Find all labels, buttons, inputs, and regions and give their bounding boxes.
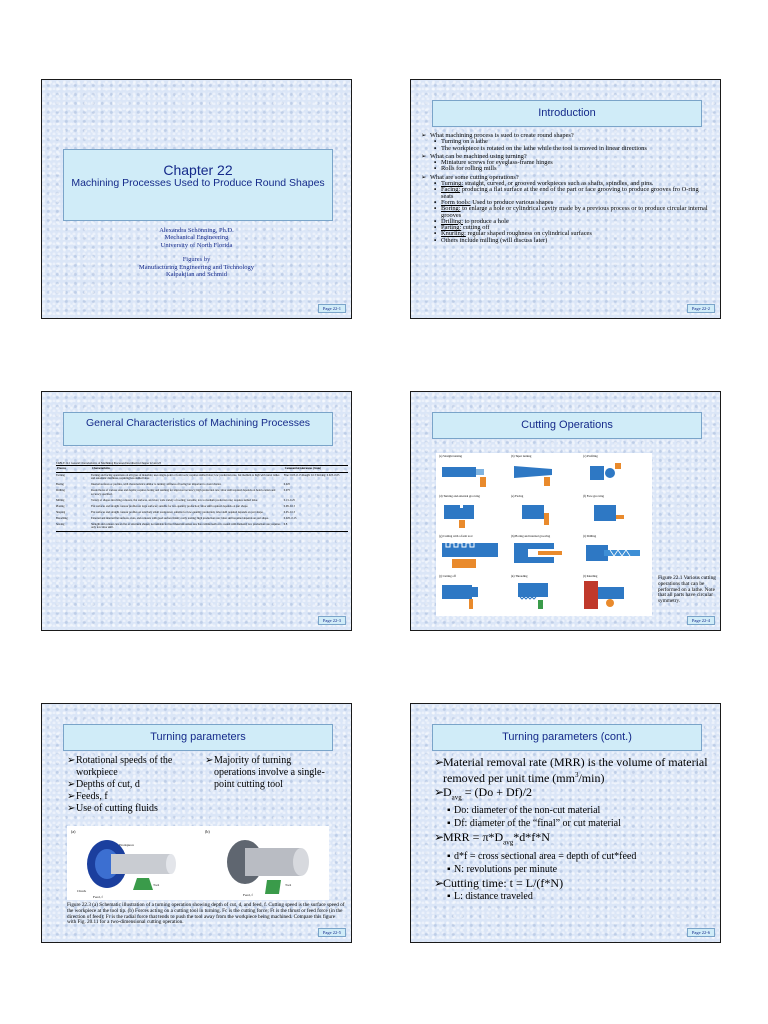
bullet: ➢ $D_{avg} = (Do + Df)/2$	[434, 786, 716, 804]
column-header: Process	[56, 466, 91, 472]
sub-bullet: ▪ N: revolutions per minute	[446, 863, 716, 876]
page-number: Page 22-5	[318, 928, 346, 937]
svg-text:Feed, f: Feed, f	[93, 895, 103, 899]
page-number: Page 22-6	[687, 928, 715, 937]
bullet: ➢ Rotational speeds of the workpiece	[67, 755, 199, 779]
chapter-subtitle: Machining Processes Used to Produce Round Shapes	[71, 177, 325, 189]
figure-panel: (l) Knurling	[580, 573, 652, 613]
sub-bullet: ▪ Turning: straight, curved, or grooved workpieces such as shafts, spindles, and pins.	[433, 181, 711, 187]
column-header: Commercial tolerances (±mm)	[284, 466, 348, 472]
figure-panel: (g) Cutting with a form tool	[436, 533, 508, 573]
title-box	[63, 149, 333, 221]
sub-bullet: ▪ Turning on a lathe	[433, 139, 711, 145]
bullet-list-left	[67, 755, 199, 815]
bullet: ➢ Material removal rate (MRR) is the volume of material removed per unit time $(mm^3/\min)$	[434, 756, 716, 785]
svg-text:(b): (b)	[205, 829, 210, 834]
knurling-illustration	[580, 573, 652, 613]
sub-bullet: ▪ Miniature screws for eyeglass-frame hinges	[433, 160, 711, 166]
sub-bullet: ▪ Knurling: regular shaped roughness on cylindrical surfaces	[433, 231, 711, 237]
figure-panel: (h) Boring and internal grooving	[508, 533, 580, 573]
figure-panel: (f) Face grooving	[580, 493, 652, 533]
figure-panel: (k) Threading	[508, 573, 580, 613]
taper-turning-illustration	[508, 453, 580, 493]
sub-bullet: ▪ Df: diameter of the “final” or cut material	[446, 817, 716, 830]
column-header: Characteristics	[91, 466, 284, 472]
table-row: Boring Internal surfaces or profiles, with characteristics similar to turning; stiffness of boring bar important to avoid chatter. 0.025	[56, 483, 291, 487]
figure-panel: (d) Turning and external grooving	[436, 493, 508, 533]
slide-3	[41, 391, 352, 631]
slide-1	[41, 79, 352, 319]
facing-illustration	[508, 493, 580, 533]
sub-bullet: ▪ Boring: to enlarge a hole or cylindrical cavity made by a previous process or to produce circular internal grooves	[433, 206, 711, 219]
figure-panel: (c) Profiling	[580, 453, 652, 493]
table-row: Turning Turning and facing operations on all types of materials; uses single-point or form tools; requires skilled labor; low production rate, but medium to high with turret lathes and automatic machines, requiring less skilled labor. Fine: 0.05–0.13 Rough: 0.13 Skiving: 0.025–0.05	[56, 473, 340, 481]
bullet: ➢ Depths of cut, d	[67, 779, 199, 791]
sub-bullet: ▪ Others include milling (will discuss later)	[433, 238, 711, 244]
figure-caption: Figure 22.1 Various cutting operations that can be performed on a lathe. Note that all parts have circular symmetry.	[658, 575, 716, 605]
sub-bullet: ▪ The workpiece is rotated on the lathe while the tool is moved in linear directions	[433, 146, 711, 152]
page-number: Page 22-3	[318, 616, 346, 625]
slide-4	[410, 391, 721, 631]
figure-panel: (i) Drilling	[580, 533, 652, 573]
svg-text:Tool: Tool	[153, 883, 160, 887]
cutting-off-illustration	[436, 573, 508, 613]
svg-text:Feed, f: Feed, f	[243, 893, 253, 897]
sub-bullet: ▪ Do: diameter of the non-cut material	[446, 804, 716, 817]
bullet: ➢ What machining process is sued to create round shapes?	[421, 133, 711, 139]
figure-caption: Figure 22.3 (a) Schematic illustration of a turning operation showing depth of cut, d, and feed, f. Cutting speed is the surface speed of the workpiece at the tool tip. (b) Forces acting on a cutting tool in turning. Fc is the cutting force; Ft is the thrust or feed force (in the direction of feed); Fr is the radial force that tends to push the tool away from the workpiece being machined. Compare this figure with Fig. 20.11 for a two-dimensional cutting operation.	[67, 902, 345, 926]
figure-panel: (b) Taper turning	[508, 453, 580, 493]
figure-panel: (a) Straight turning	[436, 453, 508, 493]
straight-turning-illustration	[436, 453, 508, 493]
university: University of North Florida	[160, 241, 233, 249]
figure-panel: (e) Facing	[508, 493, 580, 533]
sub-bullet: ▪ d*f = cross sectional area = depth of cut*feed	[446, 850, 716, 863]
table-row: Shaping Flat surfaces and straight contour profiles on relatively small workpieces; suitable for low-quantity production; labor skill required depends on part shape. 0.05–0.13	[56, 510, 295, 514]
author-block	[42, 227, 351, 278]
table-row: Planing Flat surfaces and straight contour profiles on large surfaces; suitable for low-quantity production; labor skill required depends on part shape. 0.08–0.13	[56, 504, 295, 508]
grooving-illustration	[436, 493, 508, 533]
slide-title: Turning parameters (cont.)	[432, 724, 702, 751]
page-number: Page 22-4	[687, 616, 715, 625]
svg-text:(a): (a)	[71, 829, 76, 834]
table-row: Milling Variety of shapes involving contours, flat surfaces, and slots; wide variety of tooling; versatile; low to medium production rate; requires skilled labor. 0.13–0.25	[56, 498, 295, 502]
slide-title: Cutting Operations	[432, 412, 702, 439]
slide-title: General Characteristics of Machining Processes	[63, 412, 333, 446]
turning-operation-figure	[67, 826, 329, 900]
sub-bullet: ▪ Facing: producing a flat surface at the end of the part or face grooving to produce grooves fro O-ring seats	[433, 187, 711, 200]
bullet-list-right	[205, 755, 335, 791]
slide-5	[41, 703, 352, 943]
table-row: Drilling Round holes of various sizes and depths; requires boring and reaming for improved accuracy; high production rate; labor skill required depends on hole location and accuracy specified. 0.075	[56, 489, 291, 496]
author-name: Alexandra Schönning, Ph.D.	[159, 227, 234, 234]
figure-panel: (j) Cutting off	[436, 573, 508, 613]
bullet: ➢ Feeds, f	[67, 791, 199, 803]
cutting-operations-figure	[436, 453, 652, 616]
bullet: ➢ MRR = $\pi*D_{avg}*d*f*N$	[434, 831, 716, 849]
turning-schematic	[67, 826, 329, 900]
table-row: Sawing Straight and contour cuts on flat or structural shapes; not suitable for hard materials unless saw has carbide teeth or is coated with diamond; low production rate; requires only low labor skill. 0.8	[56, 522, 348, 532]
chapter-title: Chapter 22	[163, 162, 233, 178]
table-caption: TABLE 22.1 General Characteristics of Machining Processes Described in Chapter 22 and 23	[56, 462, 161, 465]
face-grooving-illustration	[580, 493, 652, 533]
book-title: Manufacturing Engineering and Technology	[138, 263, 255, 271]
sub-bullet: ▪ Parting: cutting off	[433, 225, 711, 231]
table-row: Broaching External and internal flat surfaces, slots, and contours with good surface finish; costly tooling; high production rate; labor skill required depends on part shape. 0.025–0.15	[56, 517, 297, 521]
sub-bullet: ▪ Rolls for rolling mills	[433, 166, 711, 172]
form-tool-illustration	[436, 533, 508, 573]
page-number: Page 22-1	[318, 304, 346, 313]
svg-text:Tool: Tool	[285, 883, 292, 887]
sub-bullet: ▪ Drilling: to produce a hole	[433, 219, 711, 225]
bullet: ➢ Cutting time: t = L/(f*N)	[434, 877, 716, 890]
svg-text:Chuck: Chuck	[77, 889, 87, 893]
bullet: ➢ Use of cutting fluids	[67, 803, 199, 815]
sub-bullet: ▪ L: distance traveled	[446, 890, 716, 903]
slide-2	[410, 79, 721, 319]
slide-title: Turning parameters	[63, 724, 333, 751]
boring-illustration	[508, 533, 580, 573]
sub-bullet: ▪ Form tools: Used to produce various shapes	[433, 200, 711, 206]
bullet: ➢ What can be machined using turning?	[421, 154, 711, 160]
figures-by: Figures by	[182, 256, 211, 264]
threading-illustration	[508, 573, 580, 613]
bullet: ➢ Majority of turning operations involve a single-point cutting tool	[205, 755, 335, 791]
slide-body	[434, 755, 716, 903]
characteristics-table	[56, 462, 348, 532]
profiling-illustration	[580, 453, 652, 493]
drilling-illustration	[580, 533, 652, 573]
slide-body	[421, 131, 711, 244]
slide-title: Introduction	[432, 100, 702, 127]
page-number: Page 22-2	[687, 304, 715, 313]
department: Mechanical Engineering	[164, 234, 229, 242]
bullet: ➢ What are some cutting operations?	[421, 175, 711, 181]
book-authors: Kalpakjian and Schmid	[165, 271, 227, 279]
slide-6	[410, 703, 721, 943]
svg-text:Workpiece: Workpiece	[119, 843, 135, 847]
